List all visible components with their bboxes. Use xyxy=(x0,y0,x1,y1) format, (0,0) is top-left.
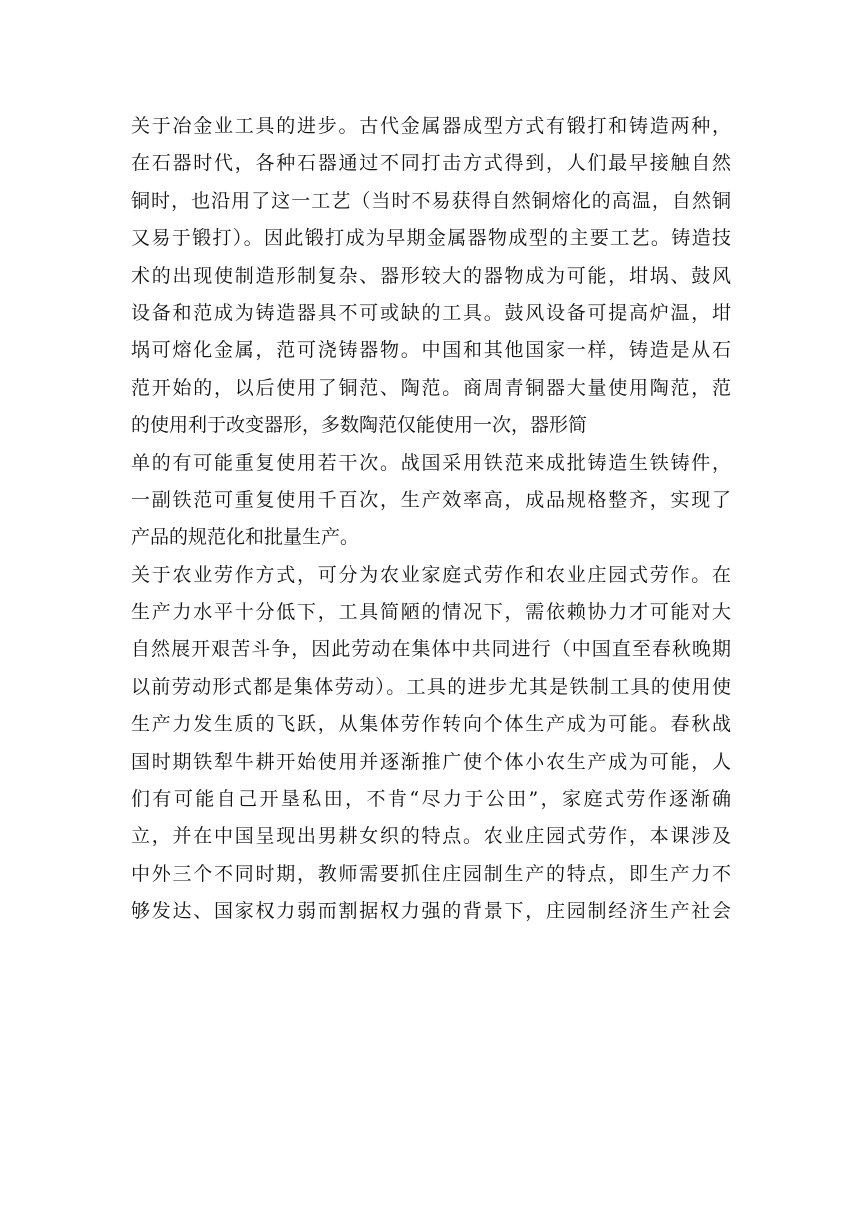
text-line-17: 生产力发生质的飞跃，从集体劳作转向个体生产成为可能。春秋战 xyxy=(131,713,731,736)
text-line-1: 关于冶金业工具的进步。古代金属器成型方式有锻打和铸造两种， xyxy=(131,115,731,137)
text-line-6: 设备和范成为铸造器具不可或缺的工具。鼓风设备可提高炉温，坩 xyxy=(131,301,731,324)
text-line-8: 范开始的，以后使用了铜范、陶范。商周青铜器大量使用陶范，范 xyxy=(131,376,731,399)
text-line-4: 又易于锻打）。因此锻打成为早期金属器物成型的主要工艺。铸造技 xyxy=(131,227,731,250)
text-line-7: 埚可熔化金属，范可浇铸器物。中国和其他国家一样，铸造是从石 xyxy=(131,339,731,362)
text-line-18: 国时期铁犁牛耕开始使用并逐渐推广使个体小农生产成为可能，人 xyxy=(131,750,731,773)
text-line-11: 一副铁范可重复使用千百次，生产效率高，成品规格整齐，实现了 xyxy=(131,488,731,511)
text-line-3: 铜时，也沿用了这一工艺（当时不易获得自然铜熔化的高温，自然铜 xyxy=(131,189,731,212)
text-line-14: 生产力水平十分低下，工具简陋的情况下，需依赖协力才可能对大 xyxy=(131,601,731,624)
text-line-5: 术的出现使制造形制复杂、器形较大的器物成为可能，坩埚、鼓风 xyxy=(131,264,731,287)
text-line-22: 够发达、国家权力弱而割据权力强的背景下，庄园制经济生产社会 xyxy=(131,900,731,923)
text-line-13: 关于农业劳作方式，可分为农业家庭式劳作和农业庄园式劳作。在 xyxy=(131,563,731,586)
text-line-19: 们有可能自己开垦私田，不肯“尽力于公田”，家庭式劳作逐渐确 xyxy=(131,788,731,811)
text-line-10: 单的有可能重复使用若干次。战国采用铁范来成批铸造生铁铸件， xyxy=(131,451,731,474)
document-body xyxy=(131,108,731,931)
text-line-21: 中外三个不同时期，教师需要抓住庄园制生产的特点，即生产力不 xyxy=(131,862,731,885)
text-line-16: 以前劳动形式都是集体劳动）。工具的进步尤其是铁制工具的使用使 xyxy=(131,675,731,698)
text-line-20: 立，并在中国呈现出男耕女织的特点。农业庄园式劳作，本课涉及 xyxy=(131,825,731,848)
text-line-9: 的使用利于改变器形，多数陶范仅能使用一次，器形简 xyxy=(131,414,588,437)
text-line-15: 自然展开艰苦斗争，因此劳动在集体中共同进行（中国直至春秋晚期 xyxy=(131,638,731,661)
text-line-2: 在石器时代，各种石器通过不同打击方式得到，人们最早接触自然 xyxy=(131,152,731,175)
text-line-12: 产品的规范化和批量生产。 xyxy=(131,526,360,549)
